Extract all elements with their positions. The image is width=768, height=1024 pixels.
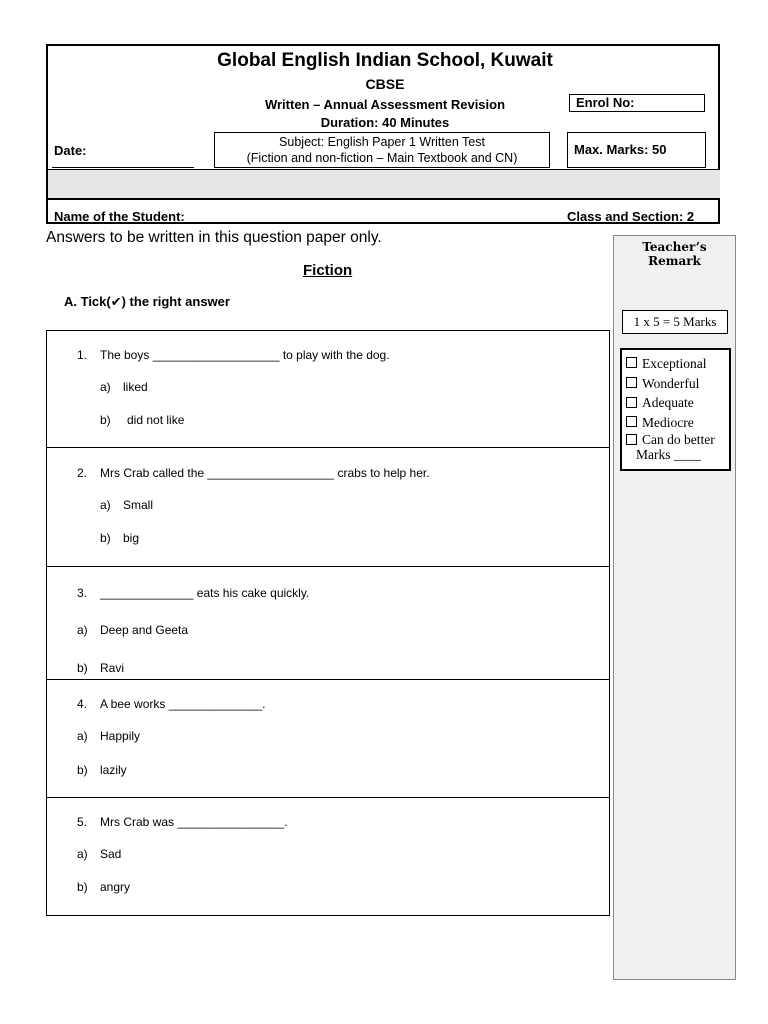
checkbox-icon[interactable] bbox=[626, 434, 637, 445]
question-box bbox=[46, 679, 610, 798]
date-field-line[interactable] bbox=[52, 167, 194, 168]
board-label: CBSE bbox=[365, 76, 405, 92]
option-text[interactable]: angry bbox=[100, 880, 131, 894]
class-section-label: Class and Section: 2 bbox=[567, 209, 695, 224]
checkbox-icon[interactable] bbox=[626, 416, 637, 427]
marks-formula: 1 x 5 = 5 Marks bbox=[622, 310, 728, 334]
checkbox-icon[interactable] bbox=[626, 357, 637, 368]
remark-option[interactable]: Exceptional bbox=[626, 354, 729, 374]
question-text: The boys ___________________ to play with the dog. bbox=[100, 348, 390, 362]
remark-option[interactable]: Mediocre bbox=[626, 413, 729, 433]
option-label: a) bbox=[100, 380, 111, 394]
student-name-label: Name of the Student: bbox=[54, 209, 185, 224]
option-label: b) bbox=[100, 531, 111, 545]
option-label: b) bbox=[77, 880, 88, 894]
question-number: 3. bbox=[77, 586, 88, 600]
option-label: a) bbox=[77, 623, 88, 637]
option-text[interactable]: Sad bbox=[100, 847, 122, 861]
subject-line-2: (Fiction and non-fiction – Main Textbook and CN) bbox=[246, 151, 518, 165]
option-label: b) bbox=[100, 413, 111, 427]
option-text[interactable]: Happily bbox=[100, 729, 141, 743]
subject-line-1: Subject: English Paper 1 Written Test bbox=[279, 135, 485, 149]
question-text: Mrs Crab called the ___________________ crabs to help her. bbox=[100, 466, 430, 480]
option-label: a) bbox=[77, 729, 88, 743]
question-text: Mrs Crab was ________________. bbox=[100, 815, 288, 829]
answers-note: Answers to be written in this question paper only. bbox=[46, 229, 382, 246]
checkbox-icon[interactable] bbox=[626, 377, 637, 388]
question-box bbox=[46, 797, 610, 916]
option-text[interactable]: Small bbox=[123, 498, 154, 512]
option-text[interactable]: Deep and Geeta bbox=[100, 623, 189, 637]
remark-option[interactable]: Wonderful bbox=[626, 374, 729, 394]
question-number: 1. bbox=[77, 348, 88, 362]
option-text[interactable]: liked bbox=[123, 380, 148, 394]
remark-option[interactable]: Can do better bbox=[626, 432, 729, 447]
question-box bbox=[46, 566, 610, 680]
gray-band bbox=[48, 169, 720, 200]
question-number: 4. bbox=[77, 697, 88, 711]
school-name: Global English Indian School, Kuwait bbox=[217, 50, 553, 71]
date-label: Date: bbox=[54, 143, 87, 158]
option-label: a) bbox=[100, 498, 111, 512]
question-number: 5. bbox=[77, 815, 88, 829]
checkbox-icon[interactable] bbox=[626, 397, 637, 408]
question-text: ______________ eats his cake quickly. bbox=[100, 586, 310, 600]
section-title: Fiction bbox=[303, 262, 353, 279]
option-text[interactable]: lazily bbox=[100, 763, 127, 777]
teacher-remark-title: Teacher’s Remark bbox=[642, 240, 707, 268]
option-text[interactable]: Ravi bbox=[100, 661, 125, 675]
option-label: b) bbox=[77, 661, 88, 675]
question-box bbox=[46, 447, 610, 567]
option-text[interactable]: big bbox=[123, 531, 140, 545]
option-text[interactable]: did not like bbox=[127, 413, 185, 427]
subject-box bbox=[214, 132, 550, 168]
question-box bbox=[46, 330, 610, 448]
header-box bbox=[46, 44, 720, 224]
marks-blank[interactable]: Marks ____ bbox=[636, 447, 701, 463]
enrol-field[interactable]: Enrol No: bbox=[569, 94, 705, 112]
remark-option[interactable]: Adequate bbox=[626, 393, 729, 413]
max-marks: Max. Marks: 50 bbox=[567, 132, 706, 168]
option-label: b) bbox=[77, 763, 88, 777]
exam-title: Written – Annual Assessment Revision bbox=[264, 97, 506, 112]
question-number: 2. bbox=[77, 466, 88, 480]
question-text: A bee works ______________. bbox=[100, 697, 266, 711]
option-label: a) bbox=[77, 847, 88, 861]
remark-options bbox=[620, 348, 731, 471]
duration-label: Duration: 40 Minutes bbox=[320, 115, 450, 130]
teacher-remark-panel bbox=[613, 235, 736, 980]
instruction: A. Tick(✔) the right answer bbox=[64, 294, 230, 309]
